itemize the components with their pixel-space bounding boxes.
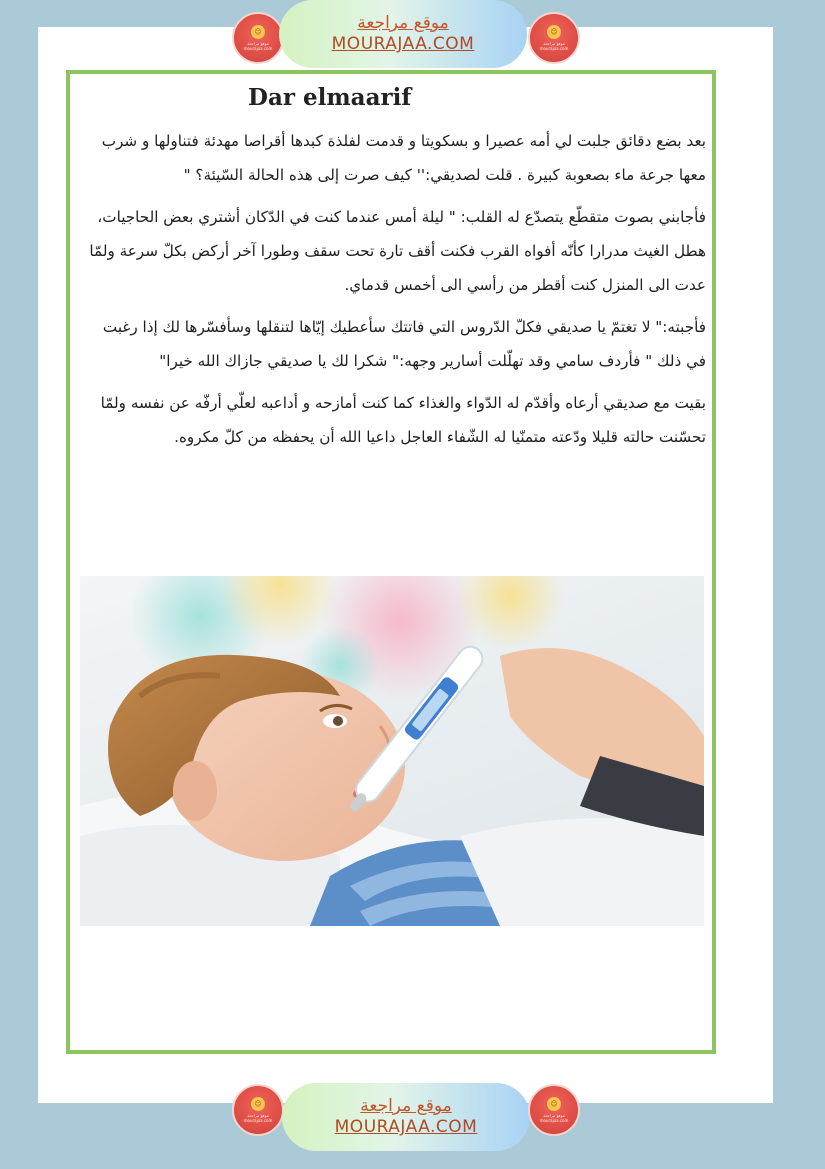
logo-icon: ☺ [547, 25, 561, 39]
badge-caption: موقع مراجعة mourajaa.com [539, 41, 569, 51]
site-banner-bottom[interactable] [282, 1083, 530, 1151]
logo-icon: ☺ [547, 1097, 561, 1111]
paragraph: فأجبته:" لا تغتمّ يا صديقي فكلّ الدّروس التي فاتتك سأعطيك إيّاها لتنقلها وسأفسّرها لك إذا رغبت في ذلك " فأردف سامي وقد تهلّلت أسارير وجهه:" شكرا لك يا صديقي جازاك الله خيرا" [102, 318, 706, 370]
sick-boy-illustration [80, 576, 704, 926]
sick-boy-photo [80, 576, 704, 926]
badge-caption: موقع مراجعة mourajaa.com [243, 41, 273, 51]
paragraph: بقيت مع صديقي أرعاه وأقدّم له الدّواء والغذاء كما كنت أمازحه و أداعبه لعلّي أرفّه عن نفسه ولمّا تحسّنت حالته قليلا ودّعته متمنّيا له الشّفاء العاجل داعيا الله أن يحفظه من كلّ مكروه. [100, 394, 706, 446]
site-name-arabic[interactable]: موقع مراجعة [360, 1096, 452, 1116]
site-name-arabic[interactable]: موقع مراجعة [357, 13, 449, 33]
site-logo-badge-left-bottom[interactable] [232, 1084, 284, 1136]
site-name-english[interactable]: MOURAJAA.COM [334, 1117, 478, 1137]
site-logo-badge-left-top[interactable] [232, 12, 284, 64]
site-name-english[interactable]: MOURAJAA.COM [331, 34, 475, 54]
document-title: Dar elmaarif [248, 84, 412, 111]
site-logo-badge-right-top[interactable] [528, 12, 580, 64]
logo-icon: ☺ [251, 25, 265, 39]
paragraph: فأجابني بصوت متقطّع يتصدّع له القلب: " ليلة أمس عندما كنت في الدّكان أشتري بعض الحاجيات، هطل الغيث مدرارا كأنّه أفواه القرب فكنت أقف تارة تحت سقف وطورا آخر أركض بكلّ سرعة ولمّا عدت الى المنزل كنت أقطر من رأسي الى أخمس قدماي. [89, 208, 706, 294]
logo-icon: ☺ [251, 1097, 265, 1111]
story-text [84, 124, 706, 462]
badge-caption: موقع مراجعة mourajaa.com [243, 1113, 273, 1123]
site-logo-badge-right-bottom[interactable] [528, 1084, 580, 1136]
site-banner-top[interactable] [279, 0, 527, 68]
badge-caption: موقع مراجعة mourajaa.com [539, 1113, 569, 1123]
paragraph: بعد بضع دقائق جلبت لي أمه عصيرا و بسكويتا و قدمت لفلذة كبدها أقراصا مهدئة فتناولها و شرب معها جرعة ماء بصعوبة كبيرة . قلت لصديقي:'' كيف صرت إلى هذه الحالة السّيئة؟ " [101, 132, 706, 184]
